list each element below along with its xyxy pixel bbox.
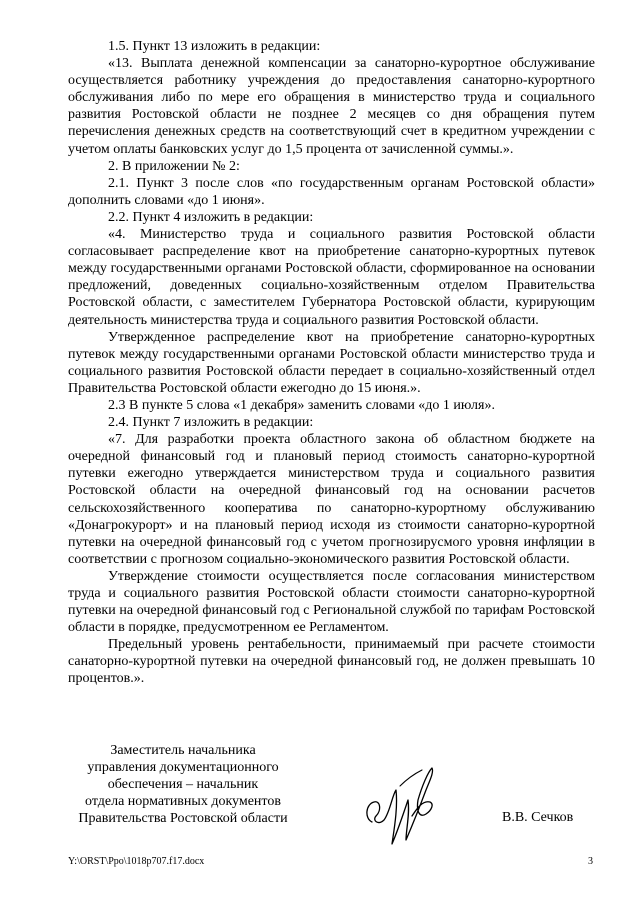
paragraph: «4. Министерство труда и социального развития Ростовской области согласовывает распределение квот на приобретение санаторно-курортных путевок между государственными органами Ростовской области, сформированное на основании предложений, доведенных социально-хозяйственным отделом Правительства Ростовской области, с заместителем Губернатора Ростовской области, курирующим деятельность министерства труда и социального развития Ростовской области. xyxy=(68,227,595,328)
signatory-title xyxy=(68,742,298,827)
paragraph: 2. В приложении № 2: xyxy=(108,158,240,174)
signatory-title-line: Заместитель начальника xyxy=(110,743,256,758)
paragraph: 1.5. Пункт 13 изложить в редакции: xyxy=(108,39,321,54)
paragraph: Утверждение стоимости осуществляется после согласования министерством труда и социального развития Ростовской области стоимости санаторно-курортной путевки на очередной финансовый год с Региональной службой по тарифам Ростовской области в порядке, предусмотренном ее Регламентом. xyxy=(68,568,595,636)
signatory-title-line: отдела нормативных документов xyxy=(85,794,281,809)
paragraph: 2.3 В пункте 5 слова «1 декабря» заменить словами «до 1 июля». xyxy=(108,397,495,413)
signer-name: В.В. Сечков xyxy=(502,810,574,825)
signatory-title-line: обеспечения – начальник xyxy=(107,777,259,792)
document-body xyxy=(68,38,595,688)
signatory-title-line: управления документационного xyxy=(87,760,279,775)
paragraph: Предельный уровень рентабельности, принимаемый при расчете стоимости санаторно-курортной путевки на очередной финансовый год, не должен превышать 10 процентов.». xyxy=(68,637,595,687)
paragraph: 2.4. Пункт 7 изложить в редакции: xyxy=(108,415,314,431)
paragraph: 2.2. Пункт 4 изложить в редакции: xyxy=(108,209,314,225)
page-number: 3 xyxy=(588,856,593,867)
paragraph: 2.1. Пункт 3 после слов «по государственным органам Ростовской области» дополнить словами «до 1 июня». xyxy=(68,175,595,208)
paragraph: Утвержденное распределение квот на приобретение санаторно-курортных путевок между государственными органами Ростовской области министерство труда и социального развития Ростовской области передает в социально-хозяйственный отдел Правительства Ростовской области ежегодно до 15 июня.». xyxy=(68,329,595,396)
footer-file-path: Y:\ORST\Ppo\1018p707.f17.docx xyxy=(68,856,205,867)
handwritten-signature xyxy=(362,760,442,850)
paragraph: «7. Для разработки проекта областного закона об областном бюджете на очередной финансовый год и плановый период стоимость санаторно-курортной путевки ежегодно утверждается министерством труда и социального развития Ростовской области на очередной финансовый год на основании расчетов сельскохозяйственного кооператива по санаторно-курортному обслуживанию «Донагрокурорт» и на плановый период исходя из стоимости санаторно-курортной путевки на очередной финансовый год с учетом прогнозирусмого уровня инфляции в соответствии с прогнозом социально-экономического развития Ростовской области. xyxy=(68,432,595,567)
signatory-title-line: Правительства Ростовской области xyxy=(78,811,288,826)
paragraph: «13. Выплата денежной компенсации за санаторно-курортное обслуживание осуществляется работнику учреждения до предоставления санаторно-курортного обслуживания либо по мере его обращения в министерство труда и социального развития Ростовской области не позднее 2 месяцев со дня обращения путем перечисления денежных средств на соответствующий счет в кредитном учреждении с учетом оплаты банковских услуг до 1,5 процента от зачисленной суммы.». xyxy=(68,56,595,157)
